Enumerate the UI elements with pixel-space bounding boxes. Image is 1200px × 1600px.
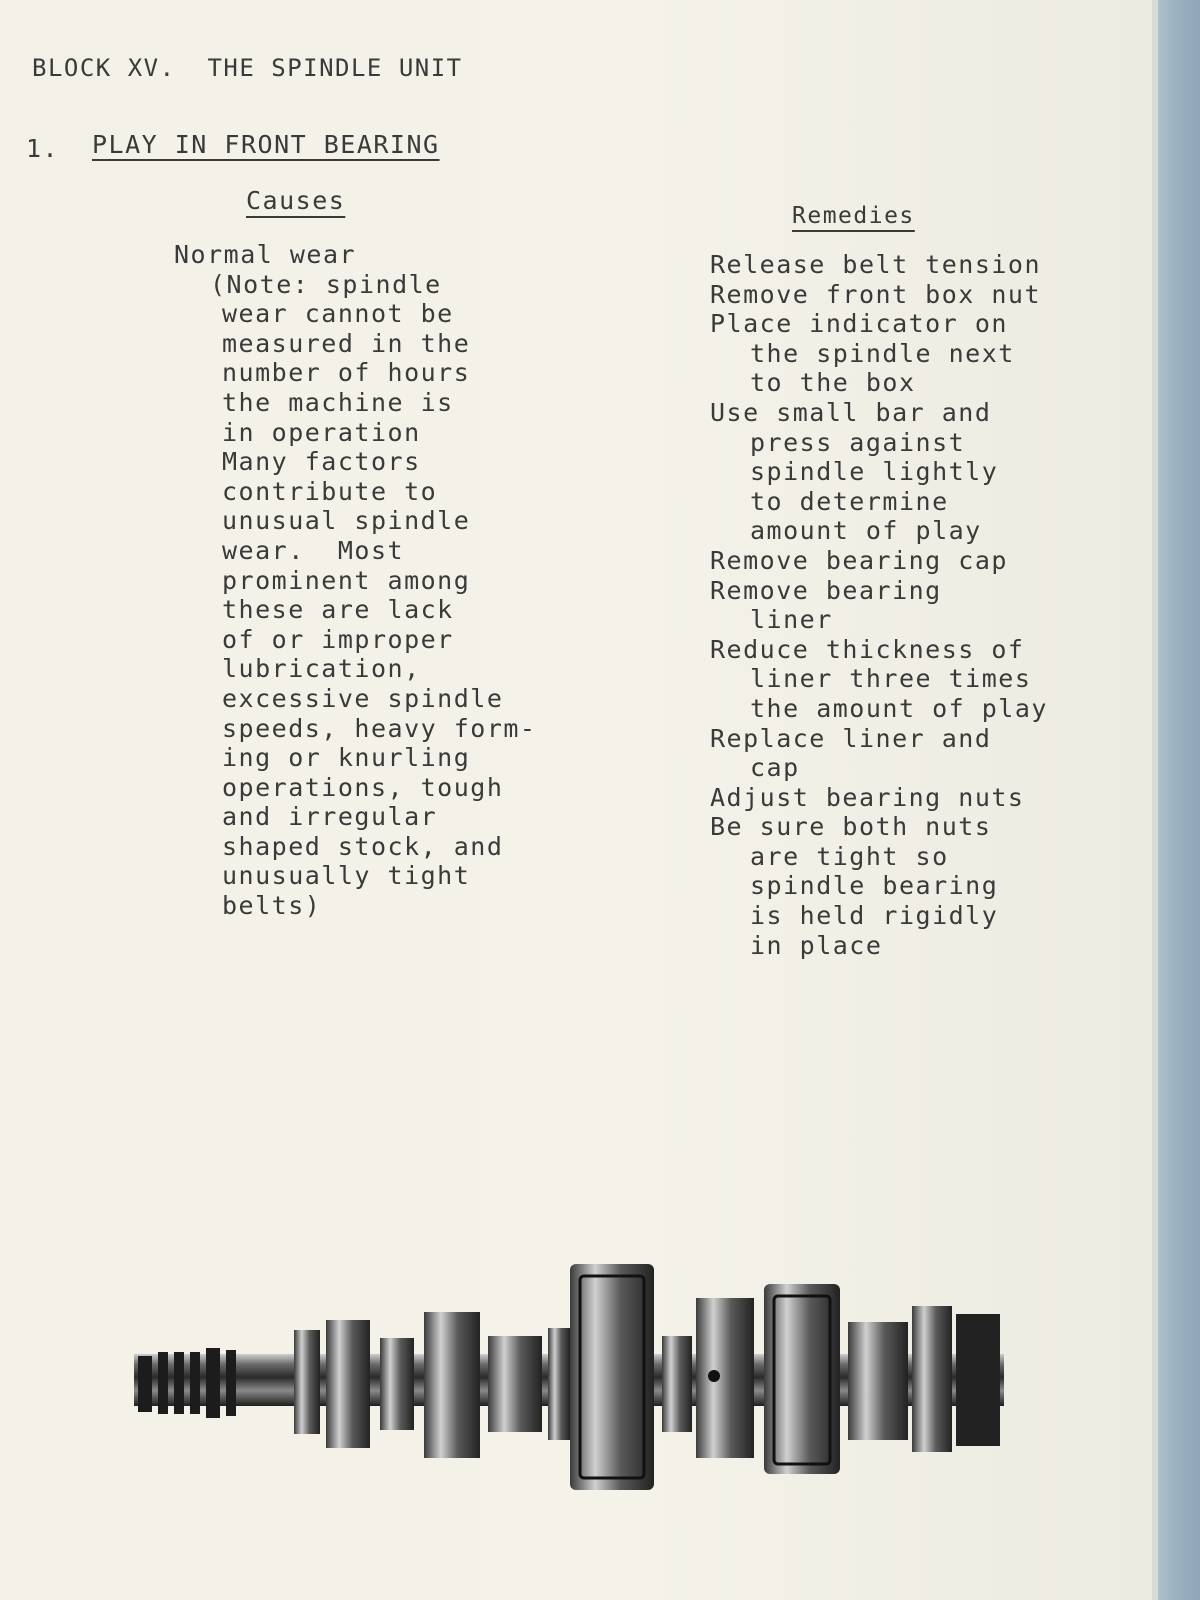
cause-line: the machine is (222, 387, 454, 417)
remedy-line: Place indicator on (710, 309, 1008, 339)
cause-line: and irregular (222, 802, 438, 832)
cause-line: speeds, heavy form- (222, 713, 537, 743)
cause-line: Normal wear (174, 240, 357, 269)
section-number: 1. (26, 134, 60, 163)
causes-heading: Causes (246, 186, 346, 215)
cause-line: measured in the (222, 328, 471, 358)
remedy-line: to the box (750, 368, 916, 398)
cause-line: Many factors (222, 447, 421, 477)
binder-edge (1152, 0, 1200, 1600)
remedy-line: in place (750, 930, 883, 960)
remedies-heading: Remedies (792, 203, 915, 229)
cause-line: unusually tight (222, 861, 471, 891)
cause-line: excessive spindle (222, 683, 504, 713)
cause-line: belts) (222, 891, 322, 921)
cause-line: prominent among (222, 565, 471, 595)
cause-line: ing or knurling (222, 743, 471, 773)
remedy-line: is held rigidly (750, 901, 999, 931)
remedies-list (710, 250, 1048, 960)
remedy-line: Remove front box nut (710, 279, 1042, 309)
remedy-line: liner (750, 605, 833, 635)
remedy-line: are tight so (750, 841, 949, 871)
remedy-line: Reduce thickness of (710, 634, 1025, 664)
remedy-line: spindle lightly (750, 457, 999, 487)
remedy-line: Replace liner and (710, 723, 992, 753)
causes-list (174, 240, 536, 921)
cause-line: in operation (222, 417, 421, 447)
remedy-line: Remove bearing (710, 575, 942, 605)
cause-line: shaped stock, and (222, 831, 504, 861)
cause-line: of or improper (222, 624, 454, 654)
remedy-line: the amount of play (750, 693, 1048, 723)
cause-line: wear. Most (222, 535, 405, 565)
spindle-assembly-photo (134, 1256, 1004, 1496)
cause-line: wear cannot be (222, 299, 454, 329)
remedy-line: liner three times (750, 664, 1032, 694)
remedy-line: cap (750, 753, 800, 783)
remedy-line: spindle bearing (750, 871, 999, 901)
block-title: BLOCK XV. THE SPINDLE UNIT (32, 54, 463, 82)
cause-line: (Note: spindle (210, 269, 442, 299)
remedy-line: amount of play (750, 516, 982, 546)
remedy-line: press against (750, 427, 966, 457)
cause-line: unusual spindle (222, 506, 471, 536)
cause-line: operations, tough (222, 772, 504, 802)
remedy-line: the spindle next (750, 338, 1015, 368)
remedy-line: Adjust bearing nuts (710, 782, 1025, 812)
remedy-line: to determine (750, 486, 949, 516)
remedy-line: Release belt tension (710, 250, 1042, 279)
remedy-line: Remove bearing cap (710, 545, 1008, 575)
section-title: PLAY IN FRONT BEARING (92, 130, 440, 159)
remedy-line: Be sure both nuts (710, 812, 992, 842)
remedy-line: Use small bar and (710, 397, 992, 427)
cause-line: contribute to (222, 476, 438, 506)
cause-line: number of hours (222, 358, 471, 388)
cause-line: these are lack (222, 595, 454, 625)
cause-line: lubrication, (222, 654, 421, 684)
